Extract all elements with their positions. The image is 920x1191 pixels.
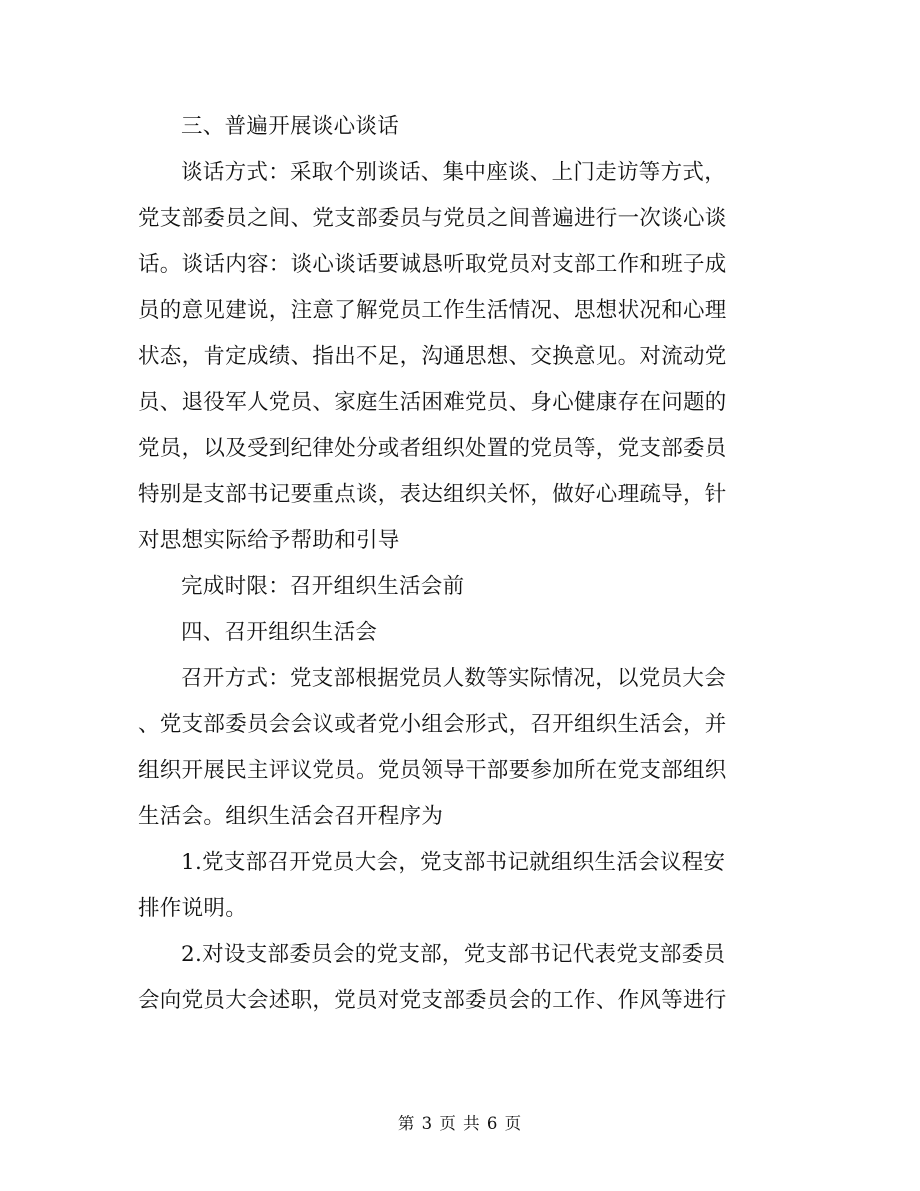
document-body <box>138 104 786 1024</box>
paragraph-line: 召开方式：党支部根据党员人数等实际情况，以党员大会 <box>181 666 727 691</box>
paragraph-line: 党支部委员之间、党支部委员与党员之间普遍进行一次谈心谈 <box>138 206 727 231</box>
paragraph-line: 员的意见建说，注意了解党员工作生活情况、思想状况和心理 <box>138 298 727 323</box>
list-item-line: 1.党支部召开党员大会，党支部书记就组织生活会议程安 <box>181 850 726 875</box>
paragraph-line: 完成时限：召开组织生活会前 <box>181 574 465 599</box>
section-heading: 三、普遍开展谈心谈话 <box>181 114 400 139</box>
paragraph-line: 、党支部委员会会议或者党小组会形式，召开组织生活会，并 <box>138 712 727 737</box>
list-item-line: 会向党员大会述职，党员对党支部委员会的工作、作风等进行 <box>138 988 727 1013</box>
paragraph-line: 员、退役军人党员、家庭生活困难党员、身心健康存在问题的 <box>138 390 727 415</box>
paragraph-line: 谈话方式：采取个别谈话、集中座谈、上门走访等方式， <box>181 160 727 185</box>
section-heading: 四、召开组织生活会 <box>181 620 378 645</box>
paragraph-line: 组织开展民主评议党员。党员领导干部要参加所在党支部组织 <box>138 758 727 783</box>
list-item-line: 2.对设支部委员会的党支部，党支部书记代表党支部委员 <box>181 942 726 967</box>
paragraph-line: 特别是支部书记要重点谈，表达组织关怀，做好心理疏导，针 <box>138 482 727 507</box>
paragraph-line: 党员，以及受到纪律处分或者组织处置的党员等，党支部委员 <box>138 436 727 461</box>
page-number-footer: 第 3 页 共 6 页 <box>397 1114 523 1133</box>
paragraph-line: 话。谈话内容：谈心谈话要诚恳听取党员对支部工作和班子成 <box>138 252 727 277</box>
paragraph-line: 生活会。组织生活会召开程序为 <box>138 804 444 829</box>
paragraph-line: 状态，肯定成绩、指出不足，沟通思想、交换意见。对流动党 <box>138 344 727 369</box>
list-item-line: 排作说明。 <box>138 896 248 921</box>
paragraph-line: 对思想实际给予帮助和引导 <box>138 528 400 553</box>
